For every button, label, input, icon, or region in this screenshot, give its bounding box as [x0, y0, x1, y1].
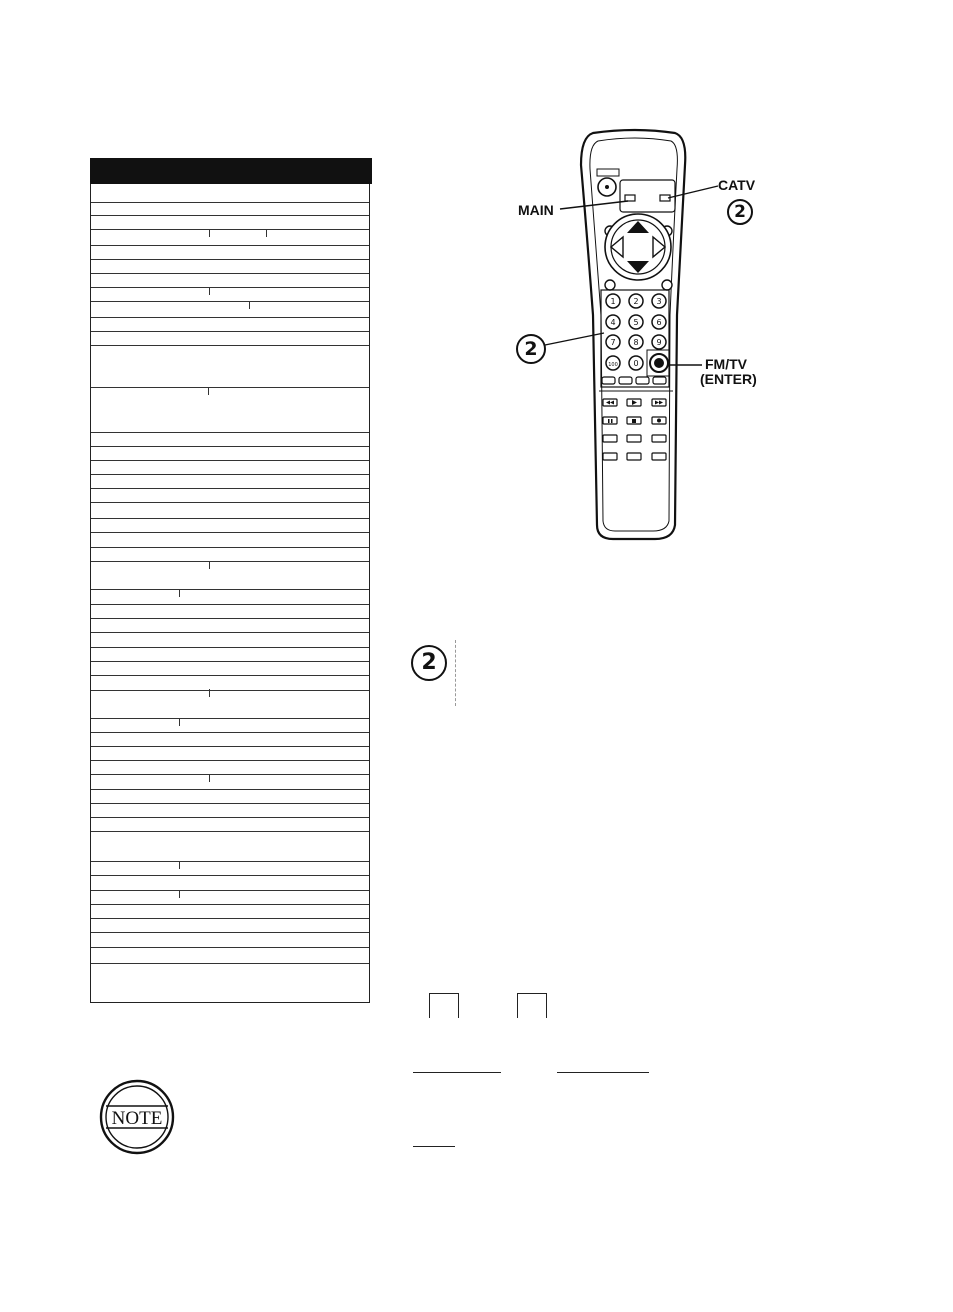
table-cell-divider [179, 718, 180, 726]
underline-3 [413, 1146, 455, 1147]
table-rule [91, 690, 369, 691]
table-cell-divider [209, 287, 210, 295]
table-rule [91, 932, 369, 933]
svg-text:100: 100 [608, 362, 618, 368]
step-2-marker: 2 [411, 645, 447, 681]
table-rule [91, 460, 369, 461]
note-label: NOTE [111, 1108, 163, 1129]
table-rule [91, 301, 369, 302]
table-rule [91, 803, 369, 804]
table-rule [91, 589, 369, 590]
table-rule [91, 287, 369, 288]
table-rule [91, 273, 369, 274]
bracket-mark-1 [429, 993, 459, 1018]
table-rule [91, 817, 369, 818]
note-icon [98, 1078, 176, 1156]
svg-text:5: 5 [633, 318, 639, 327]
table-cell-divider [209, 229, 210, 237]
table-cell-divider [179, 861, 180, 869]
table-rule [91, 474, 369, 475]
table-cell-divider [179, 890, 180, 898]
svg-text:6: 6 [656, 318, 662, 327]
table-rule [91, 904, 369, 905]
table-rule [91, 387, 369, 388]
enter-callout: (ENTER) [700, 371, 757, 387]
svg-text:0: 0 [633, 359, 639, 368]
table-rule [91, 661, 369, 662]
table-rule [91, 518, 369, 519]
step-divider [455, 640, 456, 706]
table-rule [91, 875, 369, 876]
table-header [90, 158, 372, 184]
table-rule [91, 245, 369, 246]
underline-2 [557, 1072, 649, 1073]
svg-text:4: 4 [610, 318, 616, 327]
table-rule [91, 345, 369, 346]
table-rule [91, 488, 369, 489]
table-rule [91, 632, 369, 633]
table-rule [91, 317, 369, 318]
table-rule [91, 774, 369, 775]
table-cell-divider [266, 229, 267, 237]
table-rule [91, 718, 369, 719]
table-rule [91, 831, 369, 832]
table-rule [91, 446, 369, 447]
table-cell-divider [208, 387, 209, 395]
step-marker-right: 2 [727, 199, 753, 225]
table-rule [91, 947, 369, 948]
table-rule [91, 215, 369, 216]
table-rule [91, 918, 369, 919]
table-rule [91, 202, 369, 203]
table-cell-divider [209, 561, 210, 569]
table-rule [91, 259, 369, 260]
table-rule [91, 760, 369, 761]
catv-callout: CATV [718, 177, 756, 193]
code-table [90, 158, 370, 1003]
table-rule [91, 618, 369, 619]
table-rule [91, 331, 369, 332]
fm-tv-callout: FM/TV [705, 356, 747, 372]
table-rule [91, 890, 369, 891]
table-rule [91, 229, 369, 230]
svg-text:3: 3 [656, 297, 662, 306]
table-cell-divider [209, 774, 210, 782]
table-rule [91, 963, 369, 964]
svg-text:1: 1 [610, 297, 616, 306]
table-cell-divider [249, 301, 250, 309]
table-cell-divider [209, 689, 210, 697]
table-rule [91, 789, 369, 790]
svg-text:8: 8 [633, 338, 639, 347]
underline-1 [413, 1072, 501, 1073]
table-rule [91, 746, 369, 747]
table-rule [91, 675, 369, 676]
table-rule [91, 604, 369, 605]
table-cell-divider [179, 589, 180, 597]
table-rule [91, 861, 369, 862]
svg-text:9: 9 [656, 338, 662, 347]
svg-text:2: 2 [633, 297, 639, 306]
table-rule [91, 647, 369, 648]
step-marker-left: 2 [516, 334, 546, 364]
bracket-mark-2 [517, 993, 547, 1018]
table-rule [91, 432, 369, 433]
table-rule [91, 561, 369, 562]
table-rule [91, 502, 369, 503]
table-rule [91, 547, 369, 548]
main-callout: MAIN [518, 202, 554, 218]
svg-text:7: 7 [610, 338, 616, 347]
table-rule [91, 732, 369, 733]
table-rule [91, 532, 369, 533]
